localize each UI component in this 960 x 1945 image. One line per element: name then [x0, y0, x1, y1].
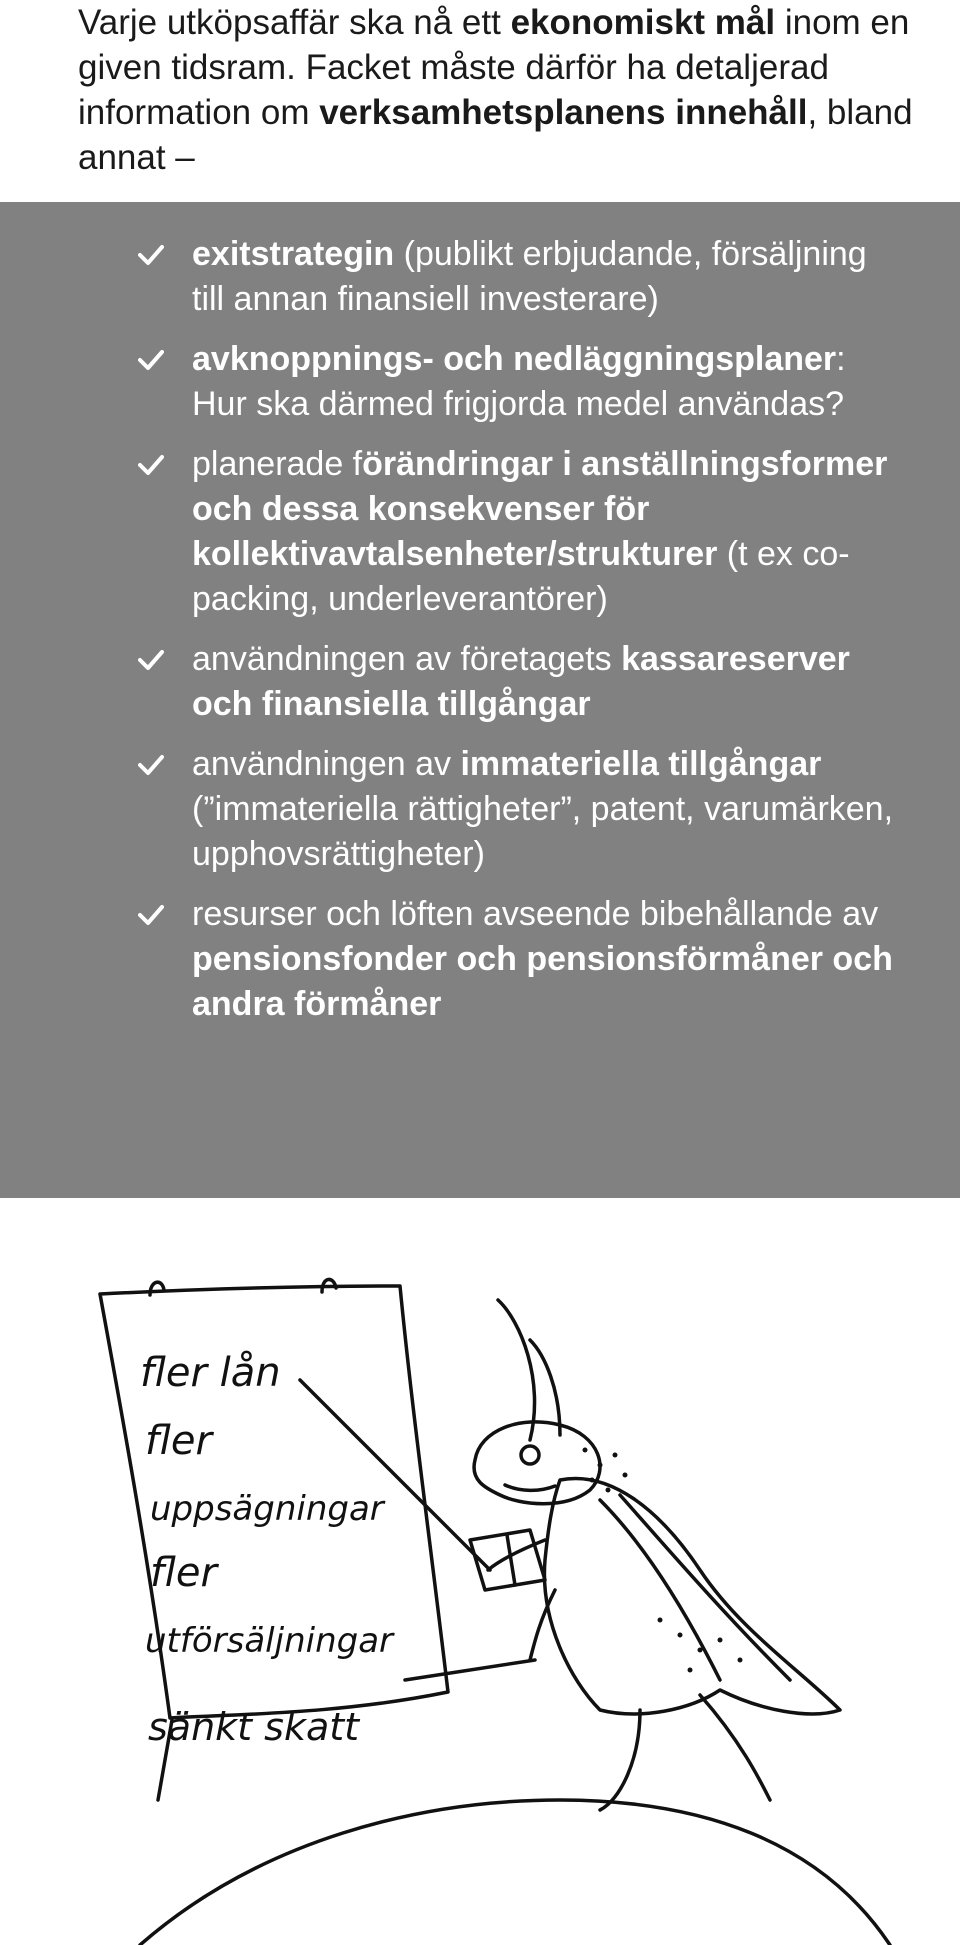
list-item-text: resurser och löften avseende bibehållande av	[192, 895, 879, 933]
list-item-bold: örändringar i anställningsformer och dessa konsekvenser för kollektivavtalsenheter/strukturer	[192, 445, 888, 573]
list-item-text: (t ex co-packing, underleverantörer)	[192, 535, 850, 618]
check-icon	[138, 649, 164, 671]
intro-text-1: Varje utköpsaffär ska nå ett	[78, 3, 511, 42]
list-item-text: användningen av	[192, 745, 461, 783]
intro-text-3: , bland annat –	[78, 93, 913, 177]
pointer-stick	[405, 1660, 535, 1680]
pointer-stick	[300, 1380, 490, 1570]
list-item-cash-reserves	[0, 637, 960, 727]
check-icon	[138, 454, 164, 476]
check-list	[0, 232, 960, 1042]
chart-line-5: utförsäljningar	[145, 1621, 394, 1661]
list-item-text: (publikt erbjudande, försäljning till annan finansiell investerare)	[192, 235, 867, 318]
list-item-text: (”immateriella rättigheter”, patent, varumärken, upphovsrättigheter)	[192, 790, 894, 873]
check-icon	[138, 349, 164, 371]
list-item-text: planerade f	[192, 445, 363, 483]
check-icon	[138, 904, 164, 926]
check-icon	[138, 244, 164, 266]
list-item-exitstrategy	[0, 232, 960, 322]
grasshopper-body	[544, 1478, 840, 1713]
list-item-text: : Hur ska därmed frigjorda medel användas?	[192, 340, 846, 423]
list-item-intangible-assets	[0, 742, 960, 877]
intro-paragraph	[78, 0, 918, 180]
list-item-pensions	[0, 892, 960, 1027]
chart-line-4: fler	[150, 1550, 217, 1596]
chart-line-3: uppsägningar	[150, 1489, 384, 1529]
cartoon-illustration	[0, 1240, 960, 1945]
antenna	[498, 1300, 535, 1440]
intro-text-2: inom en given tidsram. Facket måste därför ha detaljerad information om	[78, 3, 910, 132]
chart-line-6: sänkt skatt	[148, 1705, 360, 1749]
list-item-text: användningen av företagets	[192, 640, 622, 678]
intro-bold-2: verksamhetsplanens innehåll	[319, 93, 808, 132]
intro-bold-1: ekonomiskt mål	[510, 3, 776, 42]
check-icon	[138, 754, 164, 776]
chart-line-2: fler	[145, 1418, 212, 1464]
list-item-bold: avknoppnings- och nedläggningsplaner	[192, 340, 837, 378]
list-item-bold: immateriella tillgångar	[460, 745, 822, 783]
list-item-bold: exitstrategin	[192, 235, 395, 273]
ground-arc	[140, 1800, 890, 1945]
grasshopper-eye	[521, 1446, 539, 1464]
list-item-employment-changes	[0, 442, 960, 622]
list-item-bold: pensionsfonder och pensionsförmåner och andra förmåner	[192, 940, 893, 1023]
list-item-spinoff	[0, 337, 960, 427]
list-item-bold: kassareserver och finansiella tillgångar	[192, 640, 850, 723]
chart-line-1: fler lån	[140, 1350, 281, 1396]
